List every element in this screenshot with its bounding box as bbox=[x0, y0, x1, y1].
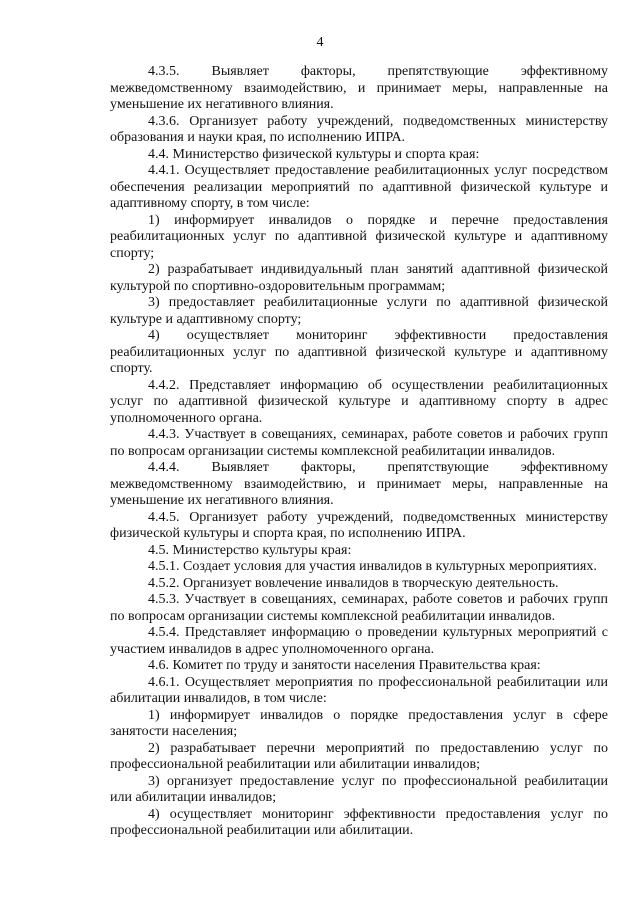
paragraph: 4.5.4. Представляет информацию о проведении культурных мероприятий с участием инвалидов в адрес уполномоченного органа. bbox=[110, 625, 608, 657]
paragraph: 4.6.1. Осуществляет мероприятия по профессиональной реабилитации или абилитации инвалидов, в том числе: bbox=[110, 674, 608, 706]
paragraph: 4.5. Министерство культуры края: bbox=[148, 542, 352, 558]
paragraph: 4.6. Комитет по труду и занятости населения Правительства края: bbox=[148, 658, 541, 673]
paragraph: 4.5.3. Участвует в совещаниях, семинарах, работе советов и рабочих групп по вопросам организации системы комплексной реабилитации инвалидов. bbox=[110, 592, 608, 624]
paragraph: 4.4.4. Выявляет факторы, препятствующие эффективному межведомственному взаимодействию, и принимает меры, направленные на уменьшение их негативного влияния. bbox=[110, 460, 608, 508]
paragraph: 4.5.1. Создает условия для участия инвалидов в культурных мероприятиях. bbox=[148, 559, 597, 574]
paragraph: 4.4.1. Осуществляет предоставление реабилитационных услуг посредством обеспечения реализации мероприятий по адаптивной физической культуре и адаптивному спорту, в том числе: bbox=[110, 163, 608, 211]
paragraph: 4.3.6. Организует работу учреждений, подведомственных министерству образования и науки края, по исполнению ИПРА. bbox=[110, 113, 608, 145]
paragraph: 4.3.5. Выявляет факторы, препятствующие эффективному межведомственному взаимодействию, и принимает меры, направленные на уменьшение их негативного влияния. bbox=[110, 64, 608, 112]
list-item: 4) осуществляет мониторинг эффективности предоставления реабилитационных услуг по адаптивной физической культуре и адаптивному спорту. bbox=[110, 328, 608, 376]
list-item: 2) разрабатывает перечни мероприятий по предоставлению услуг по профессиональной реабилитации или абилитации инвалидов; bbox=[110, 740, 608, 772]
list-item: 1) информирует инвалидов о порядке и перечне предоставления реабилитационных услуг по адаптивной физической культуре и адаптивному спорту; bbox=[110, 212, 608, 261]
paragraph: 4.4.5. Организует работу учреждений, подведомственных министерству физической культуры и спорта края, по исполнению ИПРА. bbox=[110, 509, 608, 541]
list-item: 4) осуществляет мониторинг эффективности предоставления услуг по профессиональной реабилитации или абилитации. bbox=[110, 806, 608, 838]
paragraph: 4.5.2. Организует вовлечение инвалидов в творческую деятельность. bbox=[148, 575, 559, 591]
paragraph: 4.4. Министерство физической культуры и спорта края: bbox=[148, 146, 480, 162]
page-number: 4 bbox=[316, 35, 324, 50]
paragraph: 4.4.3. Участвует в совещаниях, семинарах, работе советов и рабочих групп по вопросам организации системы комплексной реабилитации инвалидов. bbox=[110, 427, 608, 459]
list-item: 3) предоставляет реабилитационные услуги по адаптивной физической культуре и адаптивному спорту; bbox=[110, 295, 608, 327]
list-item: 1) информирует инвалидов о порядке предоставления услуг в сфере занятости населения; bbox=[110, 707, 608, 739]
list-item: 3) организует предоставление услуг по профессиональной реабилитации или абилитации инвалидов; bbox=[110, 773, 608, 805]
paragraph: 4.4.2. Представляет информацию об осуществлении реабилитационных услуг по адаптивной физической культуре и адаптивному спорту в адрес уполномоченного органа. bbox=[110, 377, 608, 426]
document-body bbox=[110, 64, 608, 840]
list-item: 2) разрабатывает индивидуальный план занятий адаптивной физической культурой по спортивно-оздоровительным программам; bbox=[110, 262, 608, 294]
